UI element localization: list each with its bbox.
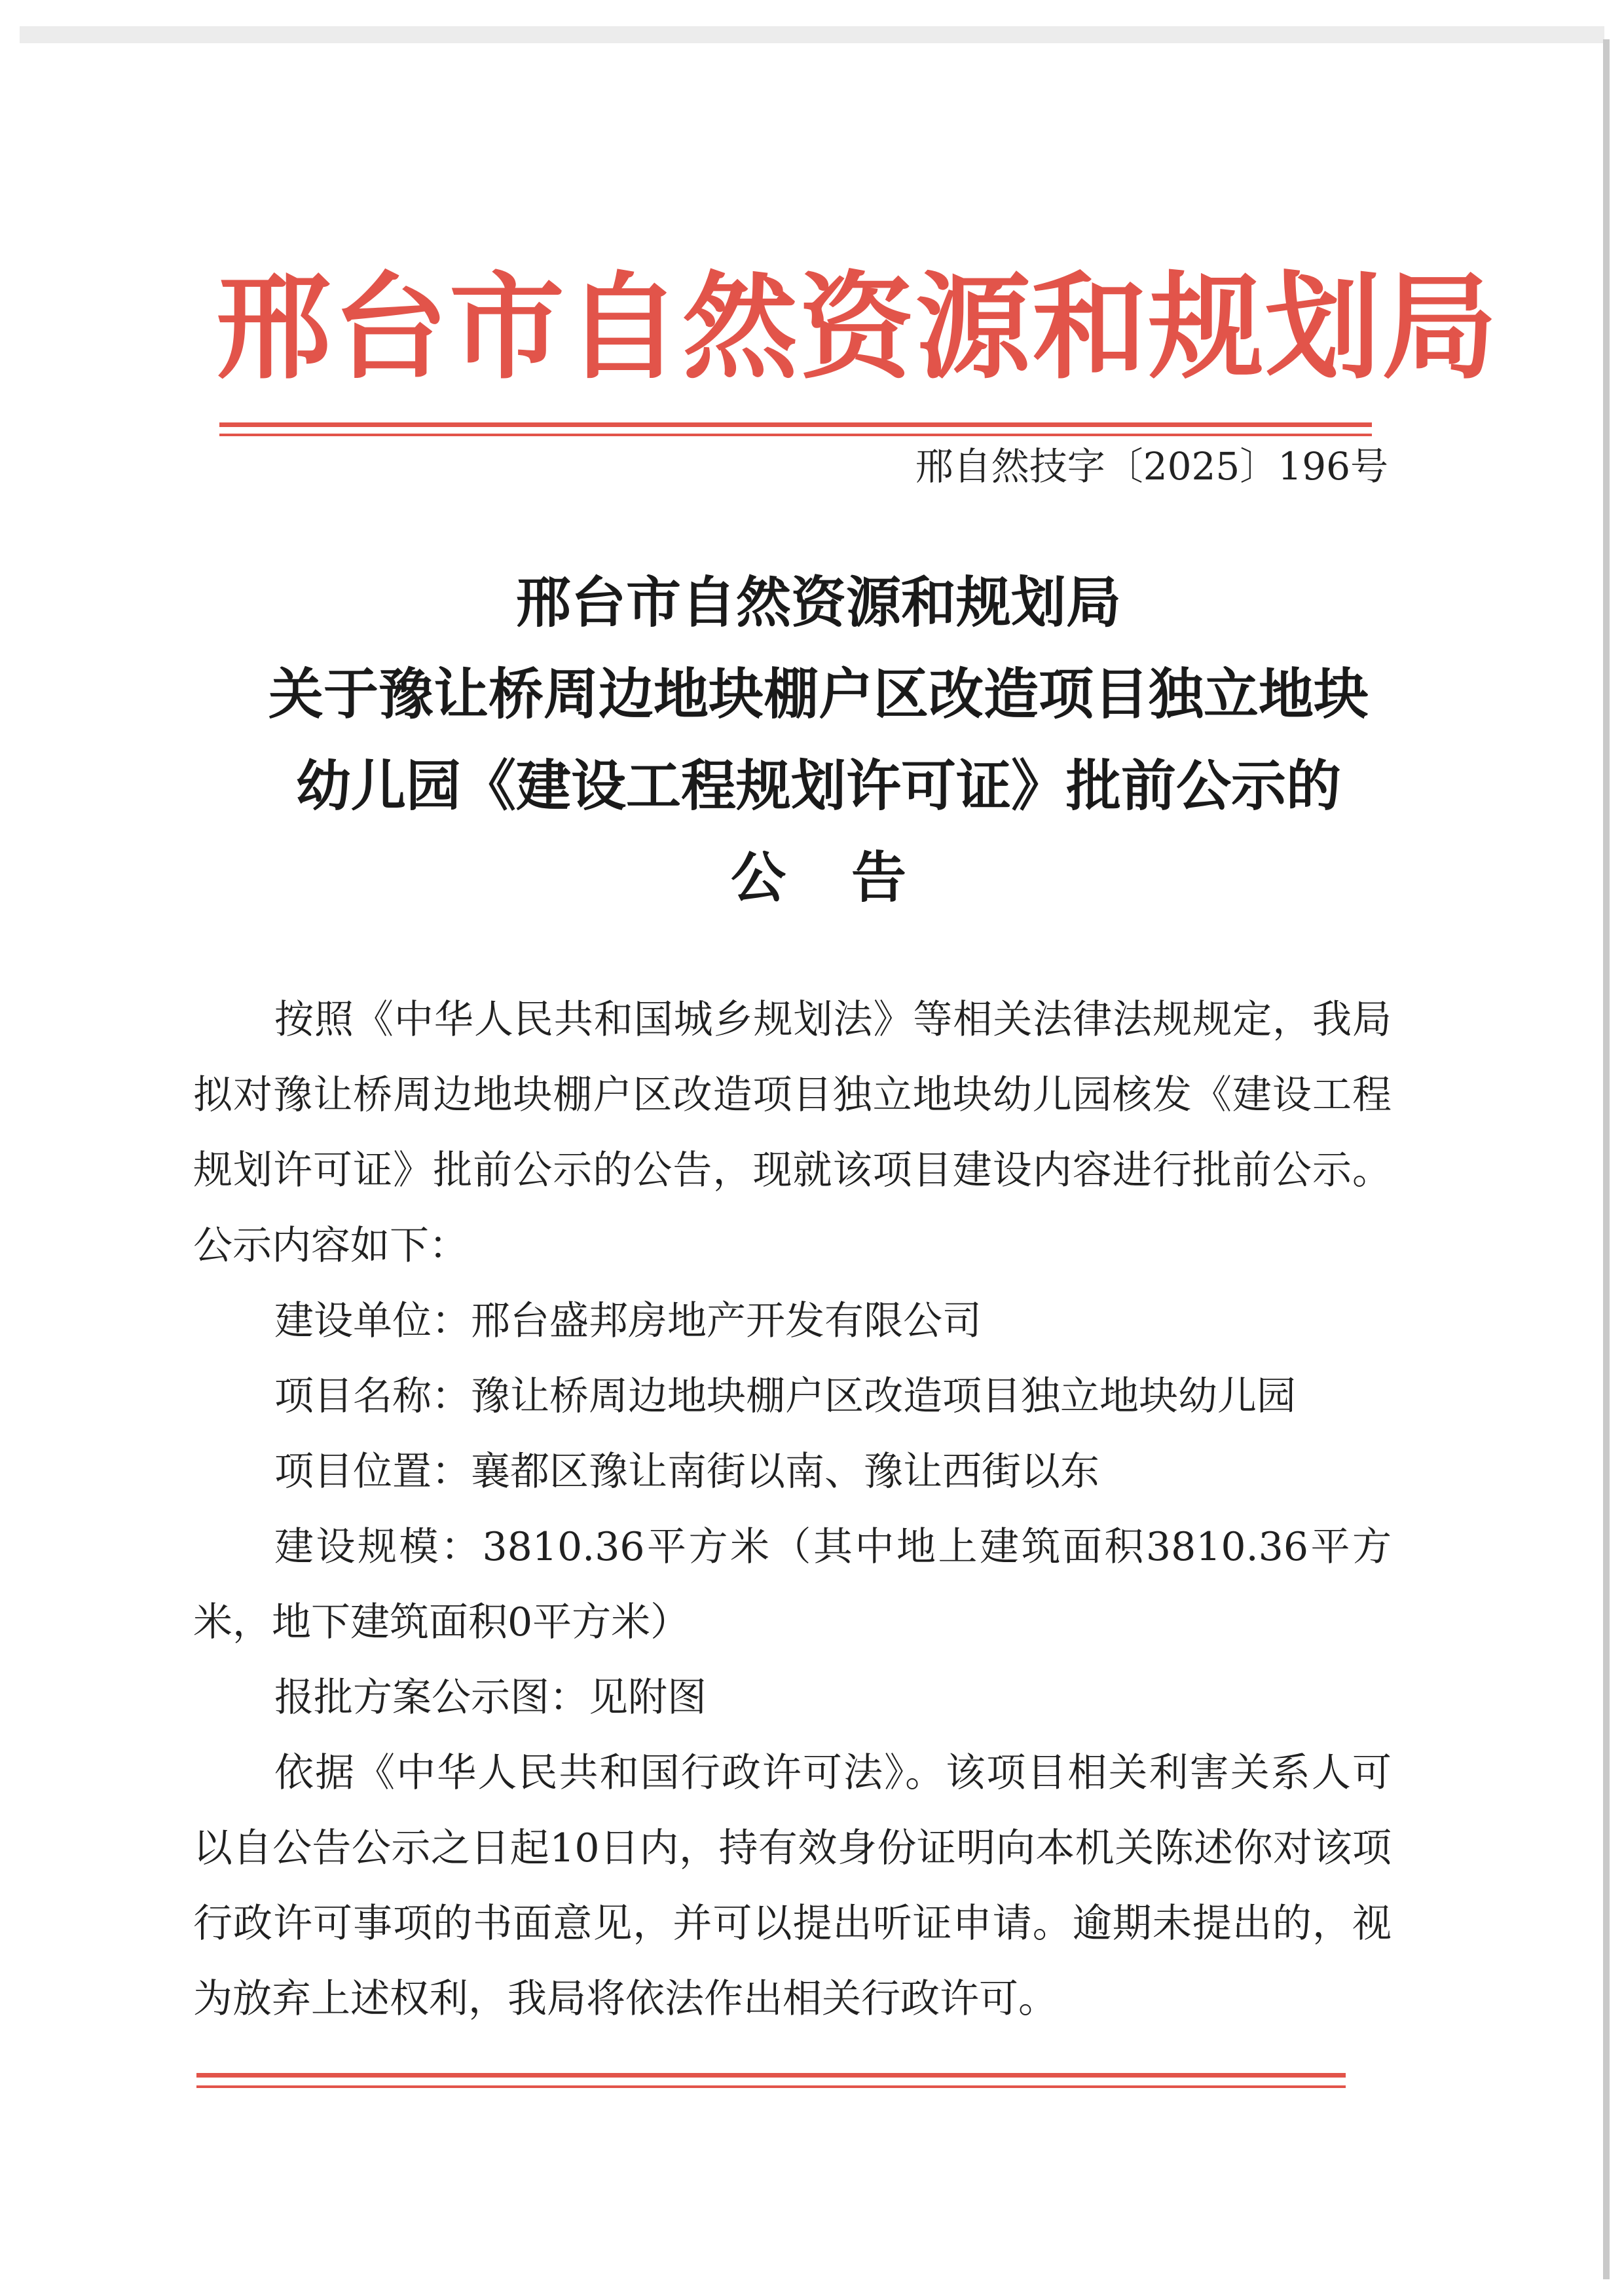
scan-edge-right [1603, 39, 1610, 2279]
footer-rule-top [196, 2073, 1346, 2078]
legal-basis-paragraph: 依据《中华人民共和国行政许可法》。该项目相关利害关系人可以自公告公示之日起10日内，持有效身份证明向本机关陈述你对该项行政许可事项的书面意见，并可以提出听证申请。逾期未提出的，视为放弃上述权利，我局将依法作出相关行政许可。 [193, 1750, 1392, 2022]
announcement-body [193, 982, 1392, 2037]
location-line: 项目位置：襄都区豫让南街以南、豫让西街以东 [274, 1449, 1099, 1495]
announcement-title [157, 557, 1480, 924]
footer-rule-bottom [196, 2085, 1346, 2088]
scale-paragraph: 建设规模：3810.36平方米（其中地上建筑面积3810.36平方米，地下建筑面积0平方米） [193, 1524, 1392, 1645]
title-line-4: 公告 [730, 845, 972, 910]
document-number: 邢自然技字〔2025〕196号 [915, 444, 1388, 489]
scan-edge-top [20, 26, 1604, 43]
intro-paragraph: 按照《中华人民共和国城乡规划法》等相关法律法规规定，我局拟对豫让桥周边地块棚户区改造项目独立地块幼儿园核发《建设工程规划许可证》批前公示的公告，现就该项目建设内容进行批前公示。公示内容如下： [193, 997, 1392, 1269]
letterhead-rule-bottom [219, 434, 1372, 436]
title-line-3: 幼儿园《建设工程规划许可证》批前公示的 [295, 753, 1341, 818]
letterhead-org-name: 邢台市自然资源和规划局 [216, 259, 1499, 395]
letterhead-rule-top [219, 422, 1372, 427]
title-line-2: 关于豫让桥周边地块棚户区改造项目独立地块 [268, 662, 1369, 726]
plan-drawing-line: 报批方案公示图：见附图 [274, 1675, 707, 1721]
title-line-1: 邢台市自然资源和规划局 [515, 570, 1121, 635]
project-name-line: 项目名称：豫让桥周边地块棚户区改造项目独立地块幼儿园 [274, 1373, 1296, 1419]
builder-line: 建设单位：邢台盛邦房地产开发有限公司 [274, 1298, 982, 1344]
